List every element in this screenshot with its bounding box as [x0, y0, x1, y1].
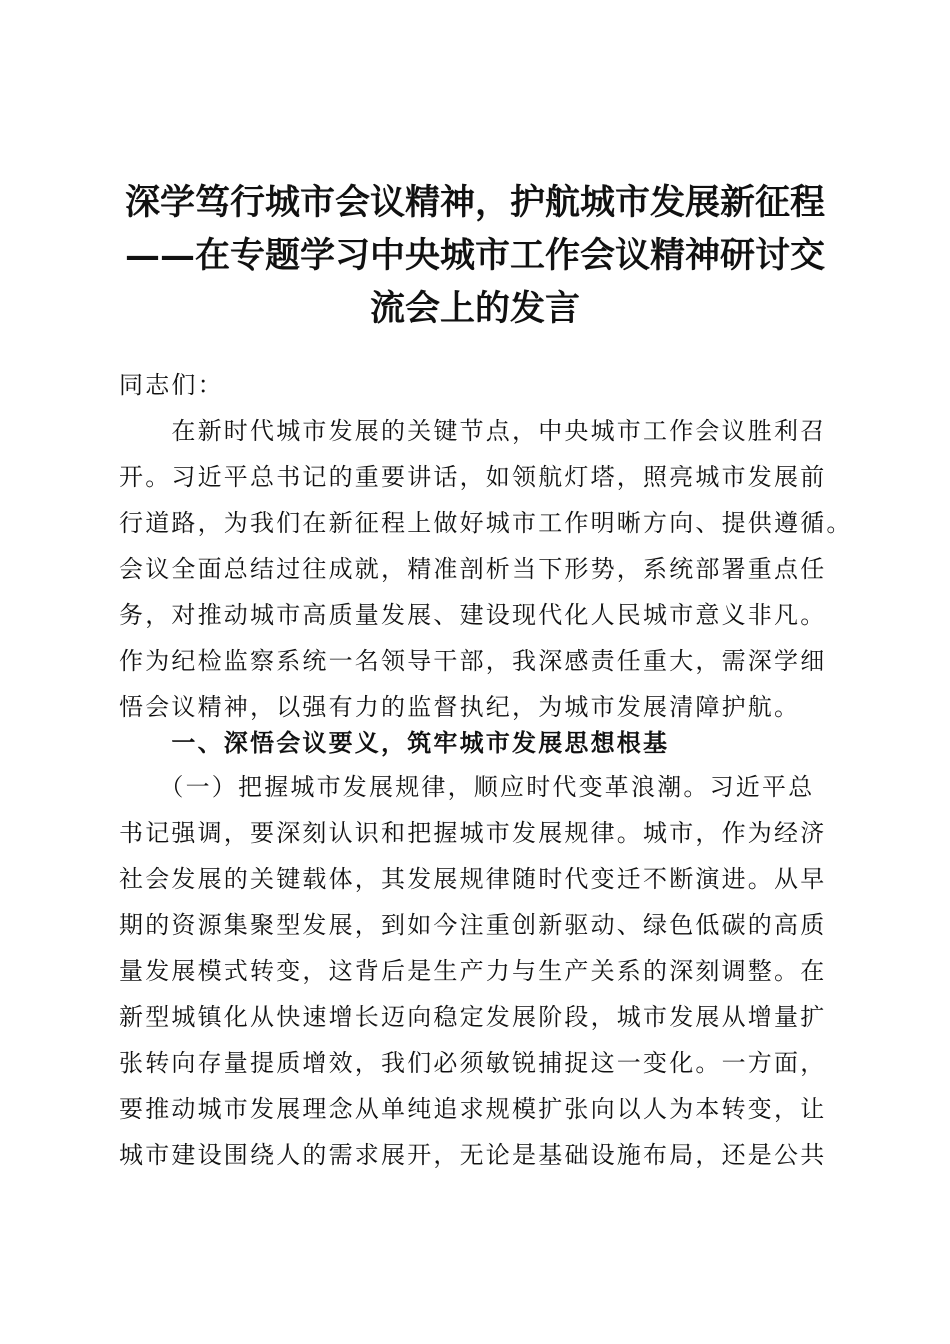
paragraph-line: 会议全面总结过往成就，精准剖析当下形势，系统部署重点任	[119, 555, 827, 583]
title-line: 流会上的发言	[369, 288, 580, 329]
paragraph-line: 书记强调，要深刻认识和把握城市发展规律。城市，作为经济	[119, 819, 827, 847]
title-line: ——在专题学习中央城市工作会议精神研讨交	[124, 235, 825, 276]
paragraph-line: 在新时代城市发展的关键节点，中央城市工作会议胜利召	[119, 417, 827, 445]
paragraph-line: 悟会议精神，以强有力的监督执纪，为城市发展清障护航。	[119, 693, 801, 721]
paragraph-line: 作为纪检监察系统一名领导干部，我深感责任重大，需深学细	[119, 647, 827, 675]
document-title	[110, 176, 840, 335]
paragraph-section-one	[119, 764, 825, 1178]
paragraph-line: 开。习近平总书记的重要讲话，如领航灯塔，照亮城市发展前	[119, 463, 827, 491]
paragraph-line: 张转向存量提质增效，我们必须敏锐捕捉这一变化。一方面，	[119, 1049, 827, 1077]
paragraph-line: （一）把握城市发展规律，顺应时代变革浪潮。习近平总	[119, 773, 815, 801]
title-line: 深学笃行城市会议精神，护航城市发展新征程	[124, 182, 825, 223]
paragraph-line: 行道路，为我们在新征程上做好城市工作明晰方向、提供遵循。	[119, 509, 853, 537]
paragraph-intro	[119, 408, 853, 730]
paragraph-line: 城市建设围绕人的需求展开，无论是基础设施布局，还是公共	[119, 1141, 827, 1169]
paragraph-line: 新型城镇化从快速增长迈向稳定发展阶段，城市发展从增量扩	[119, 1003, 827, 1031]
paragraph-line: 期的资源集聚型发展，到如今注重创新驱动、绿色低碳的高质	[119, 911, 827, 939]
paragraph-line: 要推动城市发展理念从单纯追求规模扩张向以人为本转变，让	[119, 1095, 827, 1123]
paragraph-line: 社会发展的关键载体，其发展规律随时代变迁不断演进。从早	[119, 865, 827, 893]
paragraph-line: 务，对推动城市高质量发展、建设现代化人民城市意义非凡。	[119, 601, 827, 629]
greeting: 同志们：	[119, 371, 224, 399]
section-heading: 一、深悟会议要义，筑牢城市发展思想根基	[119, 729, 670, 757]
paragraph-line: 量发展模式转变，这背后是生产力与生产关系的深刻调整。在	[119, 957, 827, 985]
